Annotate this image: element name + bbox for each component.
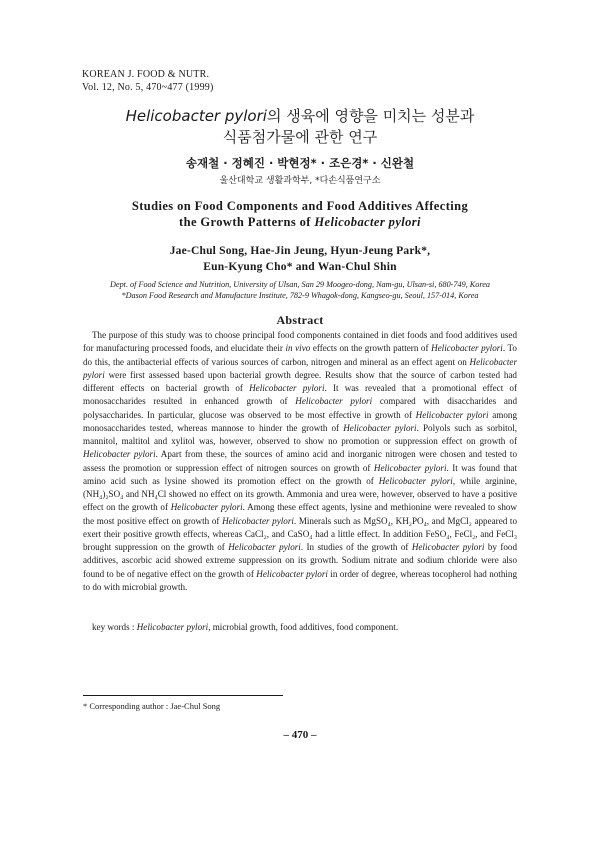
keywords-species: Helicobacter pylori: [136, 622, 209, 632]
english-title: [0, 198, 600, 230]
species-name: Helicobacter pylori: [343, 422, 417, 433]
journal-citation: [82, 68, 214, 94]
species-name: Helicobacter pylori: [83, 356, 518, 380]
footnote: * Corresponding author : Jae-Chul Song: [83, 701, 221, 711]
keywords-label: key words :: [92, 622, 137, 632]
species-name: Helicobacter pylori: [83, 449, 156, 460]
english-title-line2: the Growth Patterns of: [179, 215, 311, 229]
species-name: Helicobacter pylori: [222, 515, 294, 526]
abstract-text: . To do this, the antibacterial effects of various sources of carbon, nitrogen and mineral as an effect agent on: [83, 343, 517, 367]
english-title-species: Helicobacter pylori: [314, 215, 421, 229]
abstract-text: among monosaccharides tested, whereas mannose to hinder the growth of: [83, 409, 517, 433]
species-name: Helicobacter pylori: [228, 542, 301, 552]
abstract-text: . Polyols such as sorbitol, mannitol, maltitol and xylitol was, however, observed to show no promotion or suppression effect on growth of: [83, 422, 518, 446]
abstract-text: effects on the growth pattern of: [312, 343, 429, 354]
species-name: Helicobacter pylori: [249, 383, 325, 393]
species-name: Helicobacter pylori: [256, 568, 328, 579]
keywords-rest: , microbial growth, food additives, food component.: [208, 622, 399, 632]
species-name: Helicobacter pylori: [373, 462, 447, 473]
abstract-italic: in vivo: [285, 343, 311, 354]
english-affiliation: [60, 279, 540, 301]
abstract-paragraph: [83, 329, 517, 594]
abstract-text: by food additives, ascorbic acid showed extreme suppression on its growth. Sodium nitrate and sodium chloride were also found to be of negative effect on the growth of: [83, 542, 517, 579]
korean-authors: 송재철 · 정혜진 · 박현정* · 조은경* · 신완철: [185, 156, 415, 170]
abstract-text: The purpose of this study was to choose principal food components contained in diet foods and food additives used for manufacturing processed foods, and elucidate their: [83, 330, 517, 354]
korean-title: [0, 106, 600, 148]
journal-name: KOREAN J. FOOD & NUTR.: [82, 69, 210, 80]
english-affiliation-line1: Dept. of Food Science and Nutrition, University of Ulsan, San 29 Moogeo-dong, Nam-gu, Ulsan-si, 680-749, Korea: [110, 280, 490, 289]
species-name: Helicobacter pylori: [378, 475, 453, 486]
korean-affiliation: 울산대학교 생활과학부, *다손식품연구소: [219, 176, 381, 186]
abstract-text: , while arginine, (NH₄)₂SO₄ and NH₄Cl showed no effect on its growth. Ammonia and urea were, however, observed to have a positive effect on the growth of: [83, 475, 517, 513]
abstract-text: in order of degree, whereas tocopherol had nothing to do with microbial growth.: [83, 568, 518, 592]
abstract-text: . Among these effect agents, lysine and methionine were revealed to show the most positive effect on growth of: [83, 502, 517, 526]
abstract-text: . It was found that amino acid such as lysine showed its promotion effect on the growth of: [83, 462, 517, 486]
korean-title-line1: 의 생육에 영향을 미치는 성분과: [266, 107, 475, 125]
korean-title-species: Helicobacter pylori: [125, 107, 267, 125]
abstract-text: . Apart from these, the sources of amino acid and inorganic nitrogen were chosen and tested to assess the promotion or suppression effect of nitrogen sources on growth of: [83, 449, 517, 473]
abstract-text: compared with disaccharides and polysaccharides. In particular, glucose was observed to be most effective in growth of: [83, 396, 517, 420]
species-name: Helicobacter pylori: [411, 542, 485, 552]
english-affiliation-line2: *Dason Food Research and Manufacture Institute, 782-9 Whagok-dong, Kangseo-gu, Seoul, 157-014, Korea: [121, 291, 479, 300]
abstract-body: [83, 329, 517, 594]
english-title-line1: Studies on Food Components and Food Additives Affecting: [131, 199, 469, 213]
abstract-text: . It was revealed that a promotional effect of monosaccharides resulted in enhanced growth of: [83, 383, 517, 407]
footnote-divider: [83, 695, 283, 696]
journal-volume: Vol. 12, No. 5, 470~477 (1999): [82, 82, 214, 93]
species-name: Helicobacter pylori: [415, 409, 489, 420]
korean-title-line2: 식품첨가물에 관한 연구: [222, 128, 378, 146]
abstract-text: . Minerals such as MgSO₄, KH₂PO₄, and MgCl₂ appeared to exert their positive growth effects, whereas CaCl₂, and CaSO₄ had a little effect. In addition FeSO₄, FeCl₂, and FeCl₃ brought suppression on the growth of: [83, 515, 518, 552]
species-name: Helicobacter pylori: [170, 502, 243, 513]
abstract-heading: Abstract: [276, 313, 324, 327]
page-number: – 470 –: [283, 729, 317, 741]
abstract-text: were first assessed based upon bacterial growth degree. Results show that the source of carbon tested had different effects on bacterial growth of: [83, 369, 517, 393]
species-name: Helicobacter pylori: [295, 396, 373, 407]
english-authors-line2: Eun-Kyung Cho* and Wan-Chul Shin: [203, 261, 397, 273]
keywords: [92, 622, 517, 632]
english-authors: [0, 243, 600, 275]
abstract-text: . In studies of the growth of: [300, 542, 409, 552]
english-authors-line1: Jae-Chul Song, Hae-Jin Jeung, Hyun-Jeung Park*,: [169, 245, 431, 257]
species-name: Helicobacter pylori: [431, 343, 503, 354]
